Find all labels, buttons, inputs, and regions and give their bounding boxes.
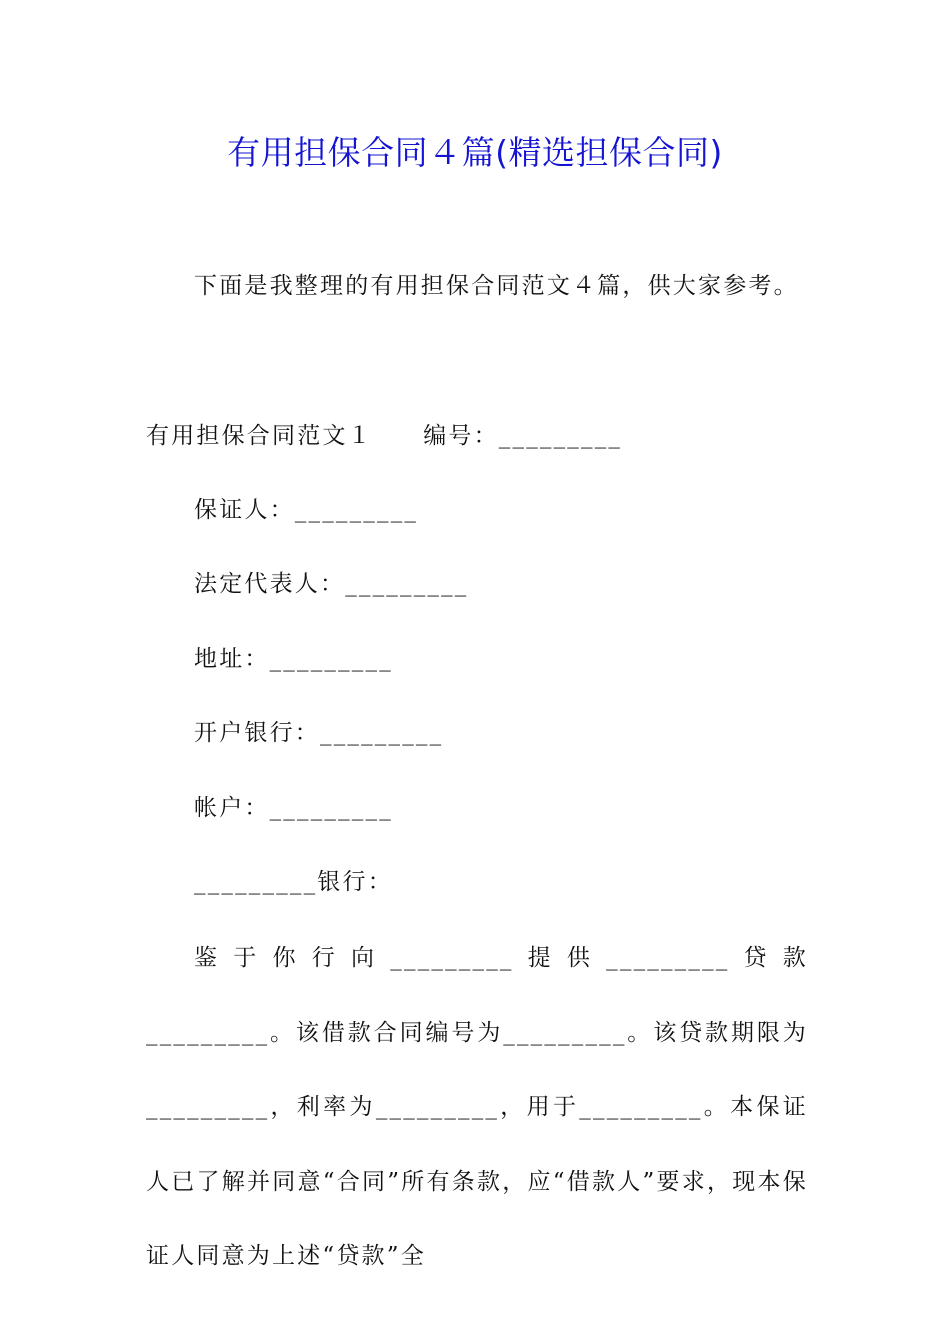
field-addressee-bank: _________银行： [194,869,393,895]
section-heading: 有用担保合同范文１ 编号：_________ [146,423,623,449]
field-address: 地址：_________ [194,646,393,672]
field-legal-representative: 法定代表人：_________ [194,571,469,597]
body-paragraph: 鉴于你行向_________提供_________贷款_________。该借款合同编号为_________。该贷款期限为_________，利率为_________，用于_________。本保证人已了解并同意“合同”所有条款，应“借款人”要求，现本保证人同意为上述“贷款”全 [146,945,808,1269]
document-title: 有用担保合同４篇(精选担保合同) [227,133,723,172]
field-account: 帐户：_________ [194,795,393,821]
intro-text: 下面是我整理的有用担保合同范文４篇，供大家参考。 [194,273,799,299]
field-bank: 开户银行：_________ [194,720,444,746]
field-guarantor: 保证人：_________ [194,497,419,523]
